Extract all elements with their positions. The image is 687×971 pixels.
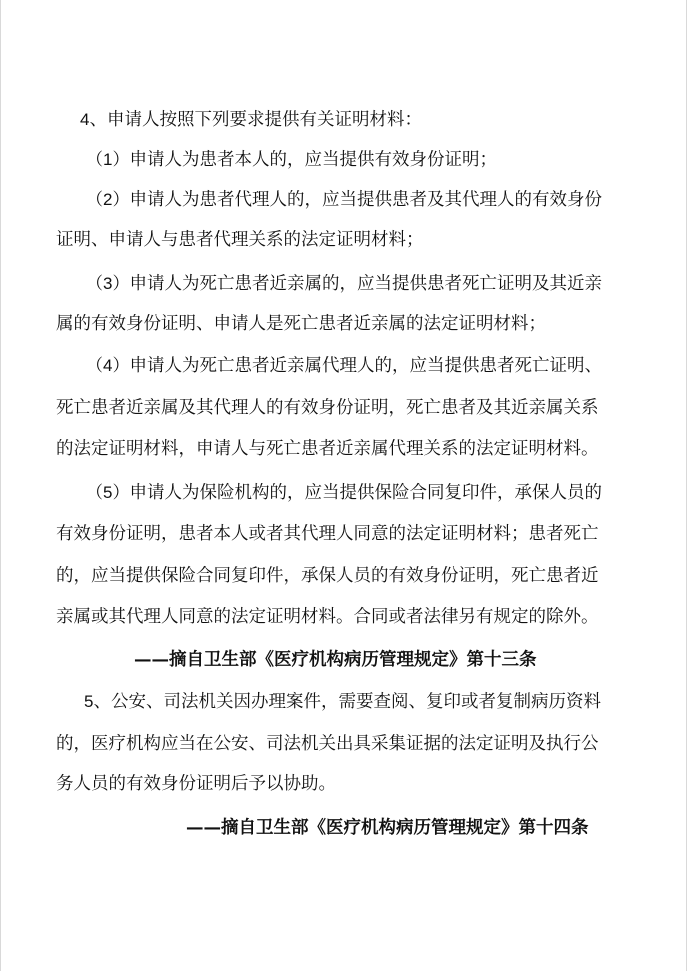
- item-5-number: 5: [84, 692, 94, 711]
- item-5-line3: 务人员的有效身份证明后予以协助。: [56, 774, 336, 794]
- page-left-edge: [0, 0, 1, 971]
- item-4-sub5-line2: 有效身份证明，患者本人或者其代理人同意的法定证明材料；患者死亡: [56, 524, 599, 544]
- item-4-lead: 、申请人按照下列要求提供有关证明材料：: [89, 110, 422, 130]
- item-5-text-line1: 、公安、司法机关因办理案件，需要查阅、复印或者复制病历资料: [93, 692, 601, 712]
- item-4-sub3-line2: 属的有效身份证明、申请人是死亡患者近亲属的法定证明材料；: [56, 314, 546, 334]
- sub1-number: （1）: [86, 150, 130, 169]
- item-4-sub2-line1: [86, 187, 602, 213]
- item-4-heading: [80, 107, 422, 133]
- item-4-sub4-line2: 死亡患者近亲属及其代理人的有效身份证明，死亡患者及其近亲属关系: [56, 398, 599, 418]
- item-4-number: 4: [80, 110, 90, 129]
- sub1-text: 申请人为患者本人的，应当提供有效身份证明；: [129, 150, 497, 170]
- item-4-sub4-line1: [86, 353, 602, 379]
- sub2-text-line1: 申请人为患者代理人的，应当提供患者及其代理人的有效身份: [129, 190, 602, 210]
- citation-article-14: ——摘自卫生部《医疗机构病历管理规定》第十四条: [186, 818, 589, 838]
- item-4-sub4-line3: 的法定证明材料，申请人与死亡患者近亲属代理关系的法定证明材料。: [56, 439, 599, 459]
- item-4-sub5-line1: [86, 480, 602, 506]
- item-5-line2: 的，医疗机构应当在公安、司法机关出具采集证据的法定证明及执行公: [56, 734, 599, 754]
- sub4-text-line1: 申请人为死亡患者近亲属代理人的，应当提供患者死亡证明、: [129, 356, 602, 376]
- sub5-text-line1: 申请人为保险机构的，应当提供保险合同复印件，承保人员的: [129, 483, 602, 503]
- sub4-number: （4）: [86, 356, 130, 375]
- item-4-sub3-line1: [86, 271, 602, 297]
- sub2-number: （2）: [86, 190, 130, 209]
- sub3-text-line1: 申请人为死亡患者近亲属的，应当提供患者死亡证明及其近亲: [129, 274, 602, 294]
- item-4-sub1: [86, 147, 497, 173]
- sub3-number: （3）: [86, 274, 130, 293]
- item-5-line1: [84, 689, 601, 715]
- item-4-sub5-line4: 亲属或其代理人同意的法定证明材料。合同或者法律另有规定的除外。: [56, 607, 599, 627]
- item-4-sub5-line3: 的，应当提供保险合同复印件，承保人员的有效身份证明，死亡患者近: [56, 566, 599, 586]
- sub5-number: （5）: [86, 483, 130, 502]
- item-4-sub2-line2: 证明、申请人与患者代理关系的法定证明材料；: [56, 230, 424, 250]
- citation-article-13: ——摘自卫生部《医疗机构病历管理规定》第十三条: [134, 650, 537, 670]
